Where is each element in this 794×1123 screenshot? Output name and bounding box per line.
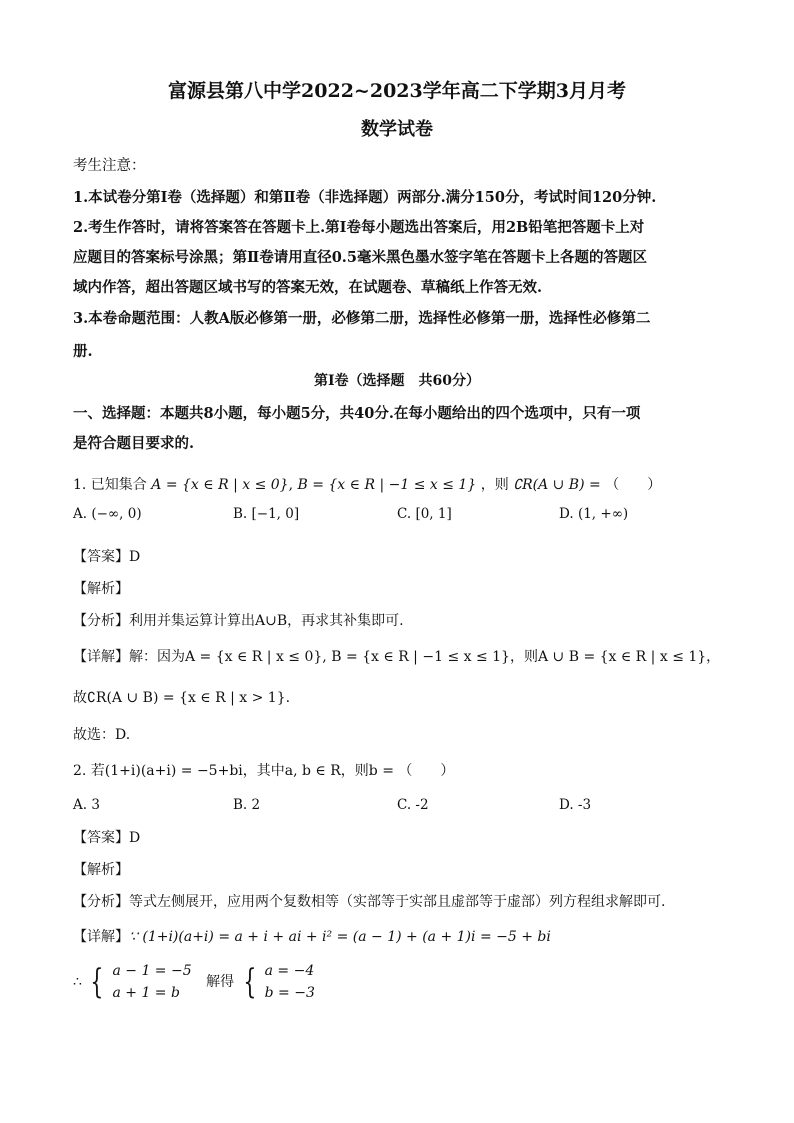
answer-tag: 【答案】: [73, 549, 129, 565]
fenxi-tag: 【分析】: [73, 894, 129, 910]
question-1-detail: [73, 646, 724, 666]
question-2-system: [73, 960, 315, 1004]
exam-subtitle: 数学试卷: [361, 119, 433, 140]
left-brace: {: [90, 962, 104, 1002]
notes-heading: 考生注意：: [73, 158, 146, 174]
question-1-conclusion: 故选：D.: [73, 727, 131, 743]
question-1-detail-line-2: 故∁R(A ∪ B) = {x ∈ R | x > 1}.: [73, 690, 291, 706]
question-1-option-b: [233, 506, 299, 522]
question-1-fenxi: [73, 610, 724, 630]
detail-line-1: ∵ (1+i)(a+i) = a + i + ai + i² = (a − 1) + (a + 1)i = −5 + bi: [129, 929, 551, 945]
note-3-line-1: 3.本卷命题范围：人教A版必修第一册，必修第二册，选择性必修第一册，选择性必修第二: [73, 310, 651, 327]
detail-line-1: 解：因为A = {x ∈ R | x ≤ 0}, B = {x ∈ R | −1 ≤ x ≤ 1}，则A ∪ B = {x ∈ R | x ≤ 1}，: [129, 649, 721, 665]
solution-1: a = −4: [264, 963, 315, 979]
question-1-option-c: [397, 506, 452, 522]
question-1-complement: ∁R(A ∪ B) =: [513, 477, 601, 493]
detail-tag: 【详解】: [73, 649, 129, 665]
question-2-option-b: B. 2: [233, 797, 261, 813]
left-brace: {: [242, 962, 256, 1002]
answer-tag: 【答案】: [73, 830, 129, 846]
answer-value: D: [129, 549, 141, 565]
question-2-stem: [73, 760, 724, 780]
question-1-stem: 1. 已知集合 A = {x ∈ R | x ≤ 0}, B = {x ∈ R | −1 ≤ x ≤ 1} ，则 ∁R(A ∪ B) = （ ）: [73, 477, 662, 493]
equation-1: a − 1 = −5: [112, 963, 192, 979]
question-1-prefix: 1. 已知集合: [73, 477, 147, 493]
solution-stack: [265, 960, 315, 1004]
solve-label: 解得: [206, 974, 235, 990]
equation-stack: [112, 960, 191, 1004]
therefore-symbol: ∴: [73, 974, 82, 990]
note-2-line-1: 2.考生作答时，请将答案答在答题卡上.第Ⅰ卷每小题选出答案后，用2B铅笔把答题卡上对: [73, 219, 645, 236]
question-1-paren: （ ）: [605, 477, 662, 493]
option-a-value: (−∞, 0): [91, 506, 142, 522]
question-1-ask: ，则: [480, 477, 509, 493]
option-d-value: (1, +∞): [577, 506, 629, 522]
fenxi-text: 利用并集运算计算出A∪B，再求其补集即可.: [129, 613, 404, 629]
fenxi-text: 等式左侧展开，应用两个复数相等（实部等于实部且虚部等于虚部）列方程组求解即可.: [129, 894, 666, 910]
question-2-option-a: A. 3: [73, 797, 100, 813]
question-2-analysis-tag: 【解析】: [73, 862, 129, 878]
section-1-heading: 第Ⅰ卷（选择题 共60分）: [313, 373, 481, 389]
section-1-intro-line-2: 是符合题目要求的.: [73, 435, 195, 452]
solution-2: b = −3: [264, 985, 315, 1001]
detail-tag: 【详解】: [73, 929, 129, 945]
equation-2: a + 1 = b: [112, 985, 180, 1001]
question-2-paren: （ ）: [398, 763, 455, 779]
note-2-line-2: 应题目的答案标号涂黑；第Ⅱ卷请用直径0.5毫米黑色墨水签字笔在答题卡上各题的答题区: [73, 249, 647, 266]
answer-value: D: [129, 830, 141, 846]
question-1-option-d: [559, 506, 628, 522]
option-d-label: D.: [559, 506, 574, 522]
question-2-option-c: C. -2: [397, 797, 429, 813]
option-c-label: C.: [397, 506, 412, 522]
exam-title: 富源县第八中学2022~2023学年高二下学期3月月考: [168, 80, 626, 102]
note-3-line-2: 册.: [73, 343, 93, 360]
question-2-detail: [73, 926, 724, 946]
question-1-analysis-tag: 【解析】: [73, 581, 129, 597]
question-2-option-d: D. -3: [559, 797, 592, 813]
note-2-line-3: 域内作答，超出答题区域书写的答案无效，在试题卷、草稿纸上作答无效.: [73, 279, 543, 296]
question-1-option-a: [73, 506, 142, 522]
fenxi-tag: 【分析】: [73, 613, 129, 629]
section-1-intro-line-1: 一、选择题：本题共8小题，每小题5分，共40分.在每小题给出的四个选项中，只有一项: [73, 405, 641, 422]
option-b-label: B.: [233, 506, 248, 522]
note-1: 1.本试卷分第Ⅰ卷（选择题）和第Ⅱ卷（非选择题）两部分.满分150分，考试时间120分钟.: [73, 189, 657, 206]
question-2-stem-text: 2. 若(1+i)(a+i) = −5+bi，其中a, b ∈ R，则b =: [73, 763, 394, 779]
question-2-fenxi: [73, 891, 724, 911]
option-c-value: [0, 1]: [415, 506, 452, 522]
question-1-answer: [73, 546, 724, 566]
question-1-set-a: A = {x ∈ R | x ≤ 0}: [151, 477, 289, 493]
option-b-value: [−1, 0]: [251, 506, 300, 522]
question-2-answer: [73, 827, 724, 847]
option-a-label: A.: [73, 506, 88, 522]
question-1-set-b: B = {x ∈ R | −1 ≤ x ≤ 1}: [297, 477, 477, 493]
